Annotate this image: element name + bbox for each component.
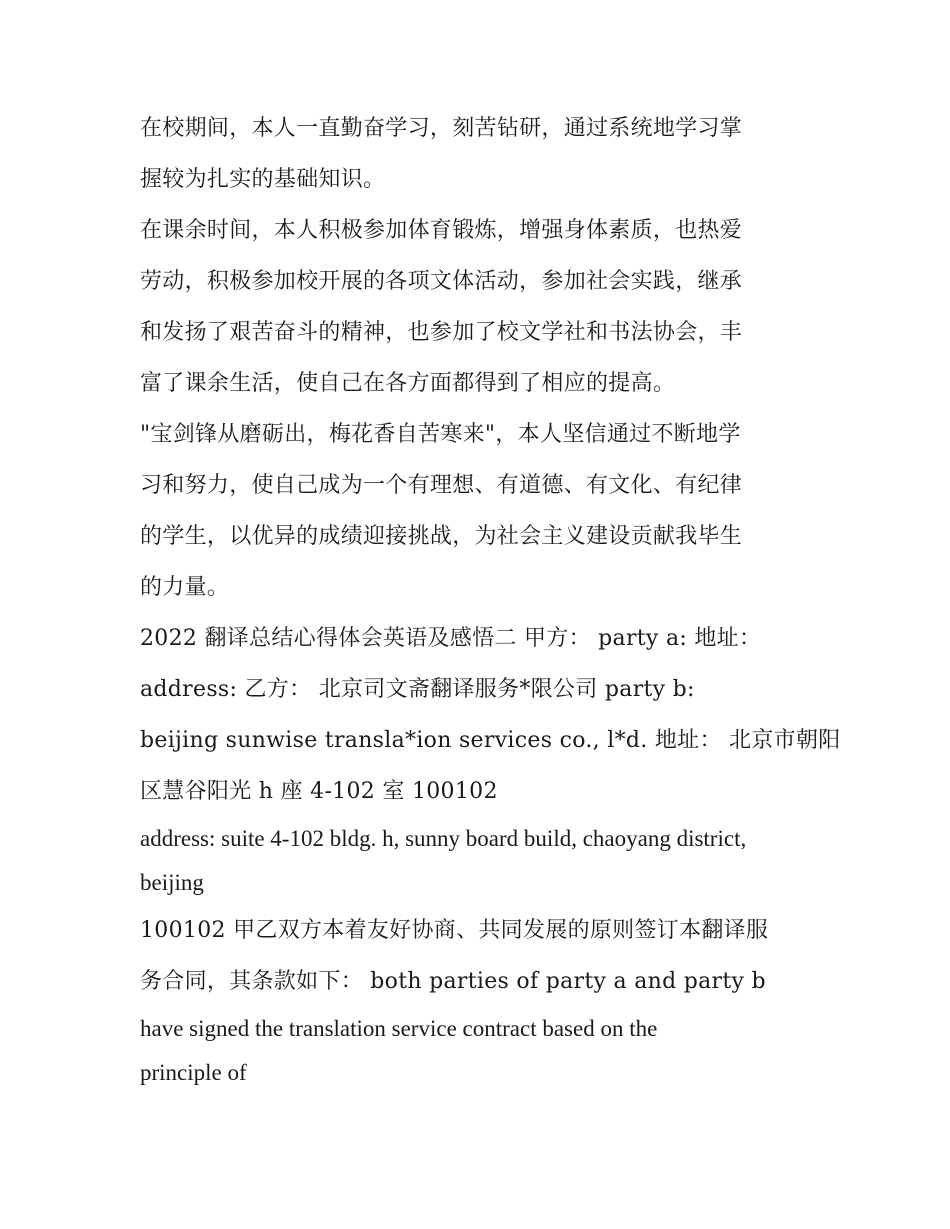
text-line: principle of — [140, 1060, 247, 1085]
text-line: 劳动，积极参加校开展的各项文体活动，参加社会实践，继承 — [140, 269, 743, 294]
text-line: address: suite 4-102 bldg. h, sunny board build, chaoyang district, — [140, 826, 747, 851]
text-line: 100102 甲乙双方本着友好协商、共同发展的原则签订本翻译服 — [140, 918, 769, 943]
text-line: 在课余时间，本人积极参加体育锻炼，增强身体素质，也热爱 — [140, 218, 743, 243]
text-line: 握较为扎实的基础知识。 — [140, 167, 386, 192]
paragraph-contract — [140, 613, 841, 1095]
text-line: "宝剑锋从磨砺出，梅花香自苦寒来"，本人坚信通过不断地学 — [140, 422, 741, 447]
text-line: 务合同，其条款如下： both parties of party a and party b — [140, 969, 766, 994]
text-line: beijing — [140, 870, 204, 895]
paragraph-study — [140, 103, 820, 205]
document-body — [140, 103, 841, 1095]
text-line: 的学生，以优异的成绩迎接挑战，为社会主义建设贡献我毕生 — [140, 524, 743, 549]
text-line: 习和努力，使自己成为一个有理想、有道德、有文化、有纪律 — [140, 473, 743, 498]
text-line: have signed the translation service contract based on the — [140, 1016, 658, 1041]
text-line: address: 乙方： 北京司文斋翻译服务*限公司 party b: — [140, 677, 695, 702]
text-line: 2022 翻译总结心得体会英语及感悟二 甲方： party a: 地址： — [140, 626, 762, 651]
text-line: 的力量。 — [140, 575, 230, 600]
paragraph-motto — [140, 409, 820, 613]
text-line: 在校期间，本人一直勤奋学习，刻苦钻研，通过系统地学习掌 — [140, 116, 743, 141]
paragraph-activities — [140, 205, 820, 409]
text-line: beijing sunwise transla*ion services co., l*d. 地址： 北京市朝阳 — [140, 728, 841, 753]
text-line: 区慧谷阳光 h 座 4-102 室 100102 — [140, 779, 498, 804]
text-line: 和发扬了艰苦奋斗的精神，也参加了校文学社和书法协会，丰 — [140, 320, 743, 345]
text-line: 富了课余生活，使自己在各方面都得到了相应的提高。 — [140, 371, 676, 396]
